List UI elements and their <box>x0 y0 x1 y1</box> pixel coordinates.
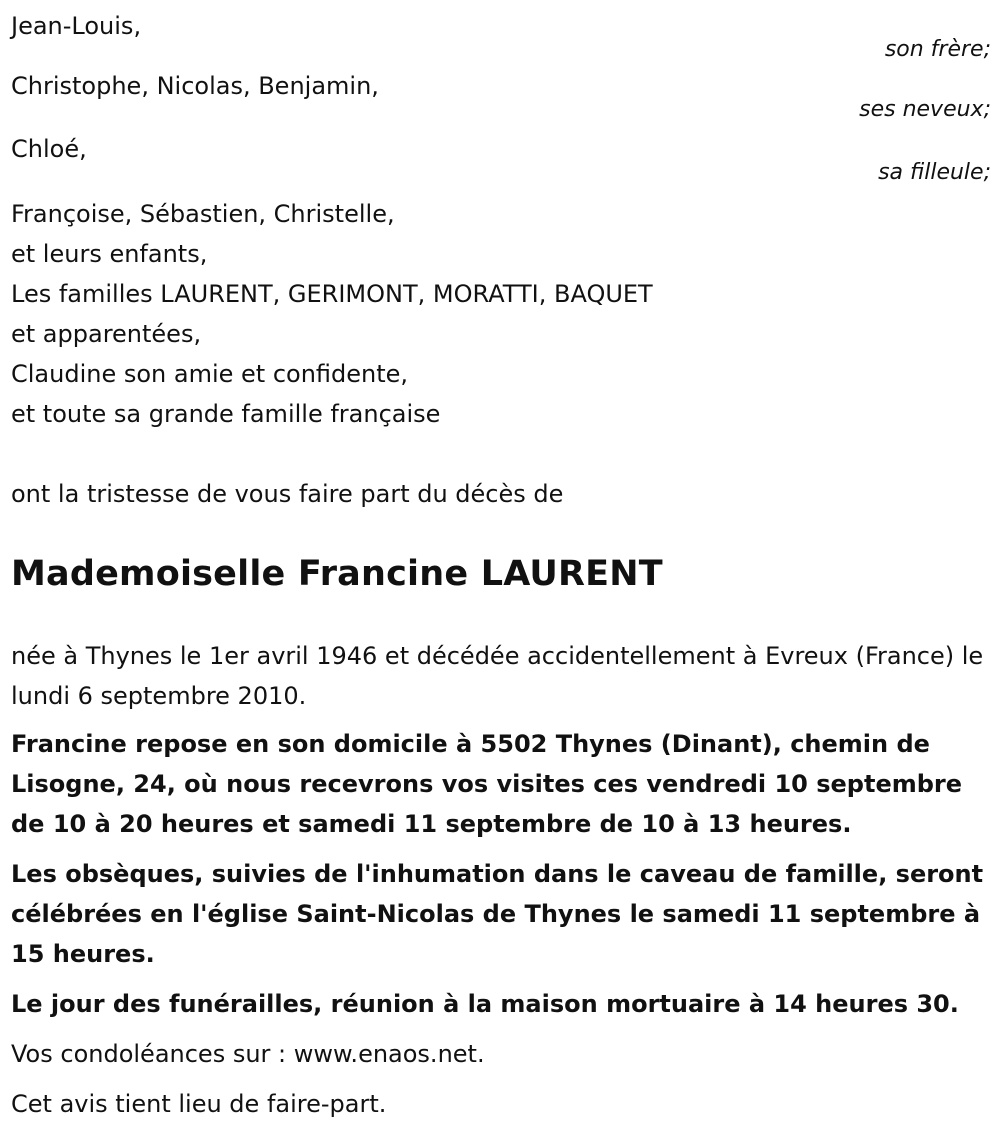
relative-role: son frère; <box>884 37 991 62</box>
notice-text: Cet avis tient lieu de faire-part. <box>11 1090 387 1118</box>
relative-role: ses neveux; <box>859 97 991 122</box>
announcement-text: ont la tristesse de vous faire part du décès de <box>11 480 564 508</box>
obituary-notice <box>11 0 991 1124</box>
gathering-text: Le jour des funérailles, réunion à la maison mortuaire à 14 heures 30. <box>11 990 959 1018</box>
condolences-text: Vos condoléances sur : www.enaos.net. <box>11 1040 485 1068</box>
family-line: Françoise, Sébastien, Christelle, <box>11 200 395 228</box>
relative-name: Jean-Louis, <box>11 12 142 40</box>
family-list <box>11 194 991 434</box>
deceased-name: Mademoiselle Francine LAURENT <box>11 554 663 594</box>
family-line: Les familles LAURENT, GERIMONT, MORATTI, BAQUET <box>11 280 653 308</box>
visits-text: Francine repose en son domicile à 5502 Thynes (Dinant), chemin de Lisogne, 24, où nous recevrons vos visites ces vendredi 10 septembre de 10 à 20 heures et samedi 11 septembre de 10 à 13 heures. <box>11 730 963 838</box>
relative-row <box>11 60 991 123</box>
funeral-text: Les obsèques, suivies de l'inhumation dans le caveau de famille, seront célébrées en l'église Saint-Nicolas de Thynes le samedi 11 septembre à 15 heures. <box>11 860 984 968</box>
relative-row <box>11 123 991 186</box>
relative-name: Chloé, <box>11 135 87 163</box>
relative-name: Christophe, Nicolas, Benjamin, <box>11 72 379 100</box>
birth-death-text: née à Thynes le 1er avril 1946 et décédée accidentellement à Evreux (France) le lundi 6 septembre 2010. <box>11 642 984 710</box>
family-line: et leurs enfants, <box>11 240 208 268</box>
family-line: Claudine son amie et confidente, <box>11 360 409 388</box>
relative-row <box>11 0 991 60</box>
relative-role: sa filleule; <box>878 160 991 185</box>
family-line: et apparentées, <box>11 320 202 348</box>
family-line: et toute sa grande famille française <box>11 400 441 428</box>
